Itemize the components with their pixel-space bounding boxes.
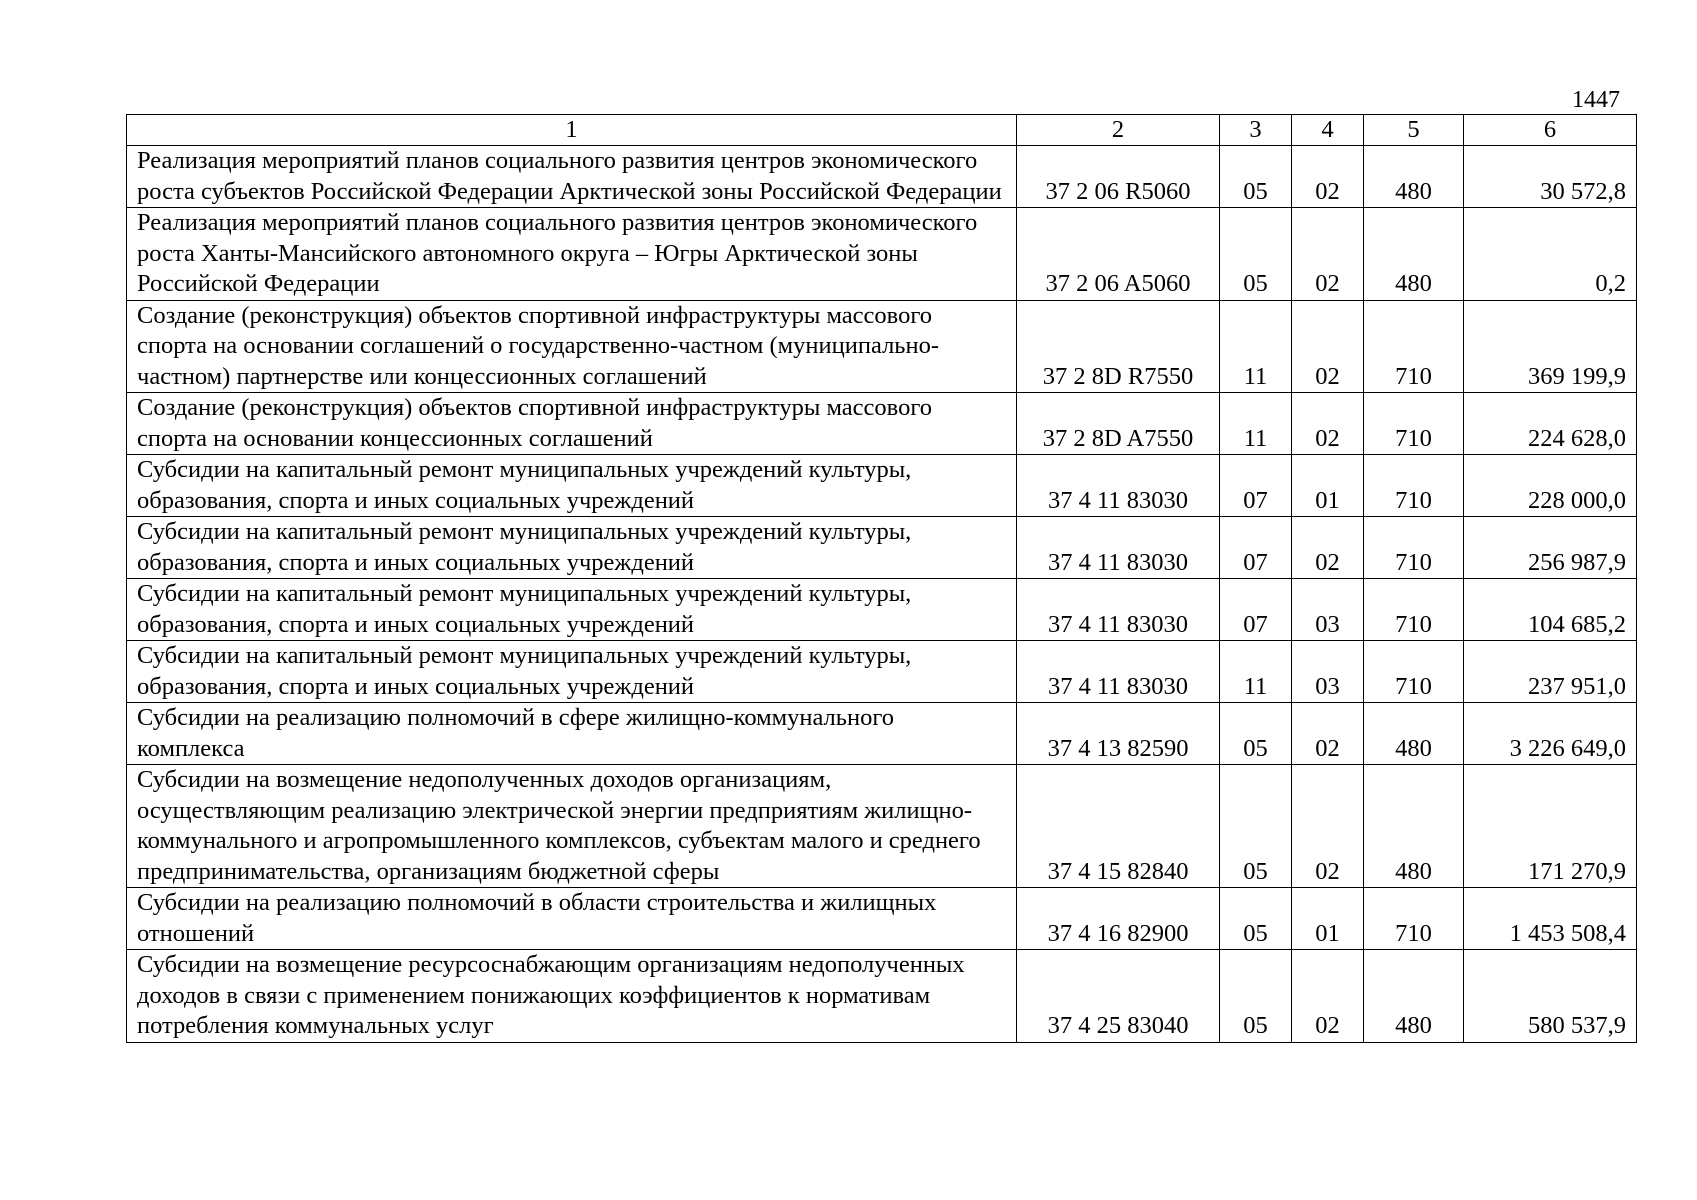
budget-table <box>126 114 1637 1043</box>
row-name: Субсидии на капитальный ремонт муниципальных учреждений культуры, образования, спорта и иных социальных учреждений <box>127 455 1017 517</box>
table-row <box>127 950 1637 1043</box>
row-name: Реализация мероприятий планов социального развития центров экономического роста субъектов Российской Федерации Арктической зоны Российской Федерации <box>127 146 1017 208</box>
row-col4: 02 <box>1292 517 1364 579</box>
row-amount: 104 685,2 <box>1464 579 1637 641</box>
row-code: 37 4 16 82900 <box>1017 888 1220 950</box>
row-name: Субсидии на реализацию полномочий в области строительства и жилищных отношений <box>127 888 1017 950</box>
row-col3: 05 <box>1220 703 1292 765</box>
row-col5: 710 <box>1364 300 1464 393</box>
column-header-3: 3 <box>1220 115 1292 146</box>
row-amount: 171 270,9 <box>1464 765 1637 888</box>
row-name: Субсидии на возмещение недополученных доходов организациям, осуществляющим реализацию электрической энергии предприятиям жилищно-коммунального и агропромышленного комплексов, субъектам малого и среднего предпринимательства, организациям бюджетной сферы <box>127 765 1017 888</box>
row-amount: 224 628,0 <box>1464 393 1637 455</box>
table-header-row <box>127 115 1637 146</box>
row-col5: 480 <box>1364 765 1464 888</box>
page-number: 1447 <box>1572 87 1620 113</box>
row-code: 37 2 8D A7550 <box>1017 393 1220 455</box>
table-row <box>127 146 1637 208</box>
row-name: Субсидии на возмещение ресурсоснабжающим организациям недополученных доходов в связи с применением понижающих коэффициентов к нормативам потребления коммунальных услуг <box>127 950 1017 1043</box>
row-code: 37 4 11 83030 <box>1017 579 1220 641</box>
row-col5: 710 <box>1364 579 1464 641</box>
row-col5: 480 <box>1364 146 1464 208</box>
row-code: 37 4 15 82840 <box>1017 765 1220 888</box>
row-amount: 228 000,0 <box>1464 455 1637 517</box>
row-col4: 02 <box>1292 208 1364 301</box>
row-code: 37 4 11 83030 <box>1017 641 1220 703</box>
row-col5: 710 <box>1364 393 1464 455</box>
row-col4: 02 <box>1292 146 1364 208</box>
row-col5: 710 <box>1364 888 1464 950</box>
row-name: Субсидии на реализацию полномочий в сфере жилищно-коммунального комплекса <box>127 703 1017 765</box>
row-name: Создание (реконструкция) объектов спортивной инфраструктуры массового спорта на основании соглашений о государственно-частном (муниципально-частном) партнерстве или концессионных соглашений <box>127 300 1017 393</box>
table-row <box>127 517 1637 579</box>
row-code: 37 4 11 83030 <box>1017 517 1220 579</box>
row-amount: 1 453 508,4 <box>1464 888 1637 950</box>
row-amount: 237 951,0 <box>1464 641 1637 703</box>
row-col4: 02 <box>1292 950 1364 1043</box>
row-amount: 580 537,9 <box>1464 950 1637 1043</box>
column-header-2: 2 <box>1017 115 1220 146</box>
row-code: 37 4 13 82590 <box>1017 703 1220 765</box>
table-row <box>127 300 1637 393</box>
row-col4: 01 <box>1292 455 1364 517</box>
table-row <box>127 888 1637 950</box>
row-code: 37 2 8D R7550 <box>1017 300 1220 393</box>
table-row <box>127 641 1637 703</box>
row-name: Реализация мероприятий планов социального развития центров экономического роста Ханты-Мансийского автономного округа – Югры Арктической зоны Российской Федерации <box>127 208 1017 301</box>
row-code: 37 4 25 83040 <box>1017 950 1220 1043</box>
row-col3: 05 <box>1220 765 1292 888</box>
row-col3: 07 <box>1220 455 1292 517</box>
row-col3: 05 <box>1220 146 1292 208</box>
row-col5: 710 <box>1364 455 1464 517</box>
row-col4: 01 <box>1292 888 1364 950</box>
row-col3: 07 <box>1220 579 1292 641</box>
row-col4: 02 <box>1292 393 1364 455</box>
row-name: Создание (реконструкция) объектов спортивной инфраструктуры массового спорта на основании концессионных соглашений <box>127 393 1017 455</box>
table-row <box>127 703 1637 765</box>
row-col3: 07 <box>1220 517 1292 579</box>
row-col3: 11 <box>1220 393 1292 455</box>
row-amount: 256 987,9 <box>1464 517 1637 579</box>
row-col3: 11 <box>1220 300 1292 393</box>
row-code: 37 2 06 A5060 <box>1017 208 1220 301</box>
column-header-5: 5 <box>1364 115 1464 146</box>
row-amount: 369 199,9 <box>1464 300 1637 393</box>
row-name: Субсидии на капитальный ремонт муниципальных учреждений культуры, образования, спорта и иных социальных учреждений <box>127 517 1017 579</box>
row-col3: 11 <box>1220 641 1292 703</box>
row-col4: 03 <box>1292 641 1364 703</box>
row-col3: 05 <box>1220 950 1292 1043</box>
row-code: 37 4 11 83030 <box>1017 455 1220 517</box>
column-header-1: 1 <box>127 115 1017 146</box>
row-col5: 710 <box>1364 641 1464 703</box>
table-row <box>127 579 1637 641</box>
row-col3: 05 <box>1220 888 1292 950</box>
row-col3: 05 <box>1220 208 1292 301</box>
table-row <box>127 455 1637 517</box>
row-col4: 02 <box>1292 300 1364 393</box>
row-col5: 710 <box>1364 517 1464 579</box>
row-col4: 03 <box>1292 579 1364 641</box>
row-col5: 480 <box>1364 950 1464 1043</box>
row-col5: 480 <box>1364 208 1464 301</box>
table-row <box>127 208 1637 301</box>
row-col5: 480 <box>1364 703 1464 765</box>
column-header-6: 6 <box>1464 115 1637 146</box>
row-amount: 3 226 649,0 <box>1464 703 1637 765</box>
row-name: Субсидии на капитальный ремонт муниципальных учреждений культуры, образования, спорта и иных социальных учреждений <box>127 579 1017 641</box>
row-name: Субсидии на капитальный ремонт муниципальных учреждений культуры, образования, спорта и иных социальных учреждений <box>127 641 1017 703</box>
row-col4: 02 <box>1292 765 1364 888</box>
row-col4: 02 <box>1292 703 1364 765</box>
row-amount: 30 572,8 <box>1464 146 1637 208</box>
table-row <box>127 393 1637 455</box>
row-amount: 0,2 <box>1464 208 1637 301</box>
table-row <box>127 765 1637 888</box>
column-header-4: 4 <box>1292 115 1364 146</box>
row-code: 37 2 06 R5060 <box>1017 146 1220 208</box>
